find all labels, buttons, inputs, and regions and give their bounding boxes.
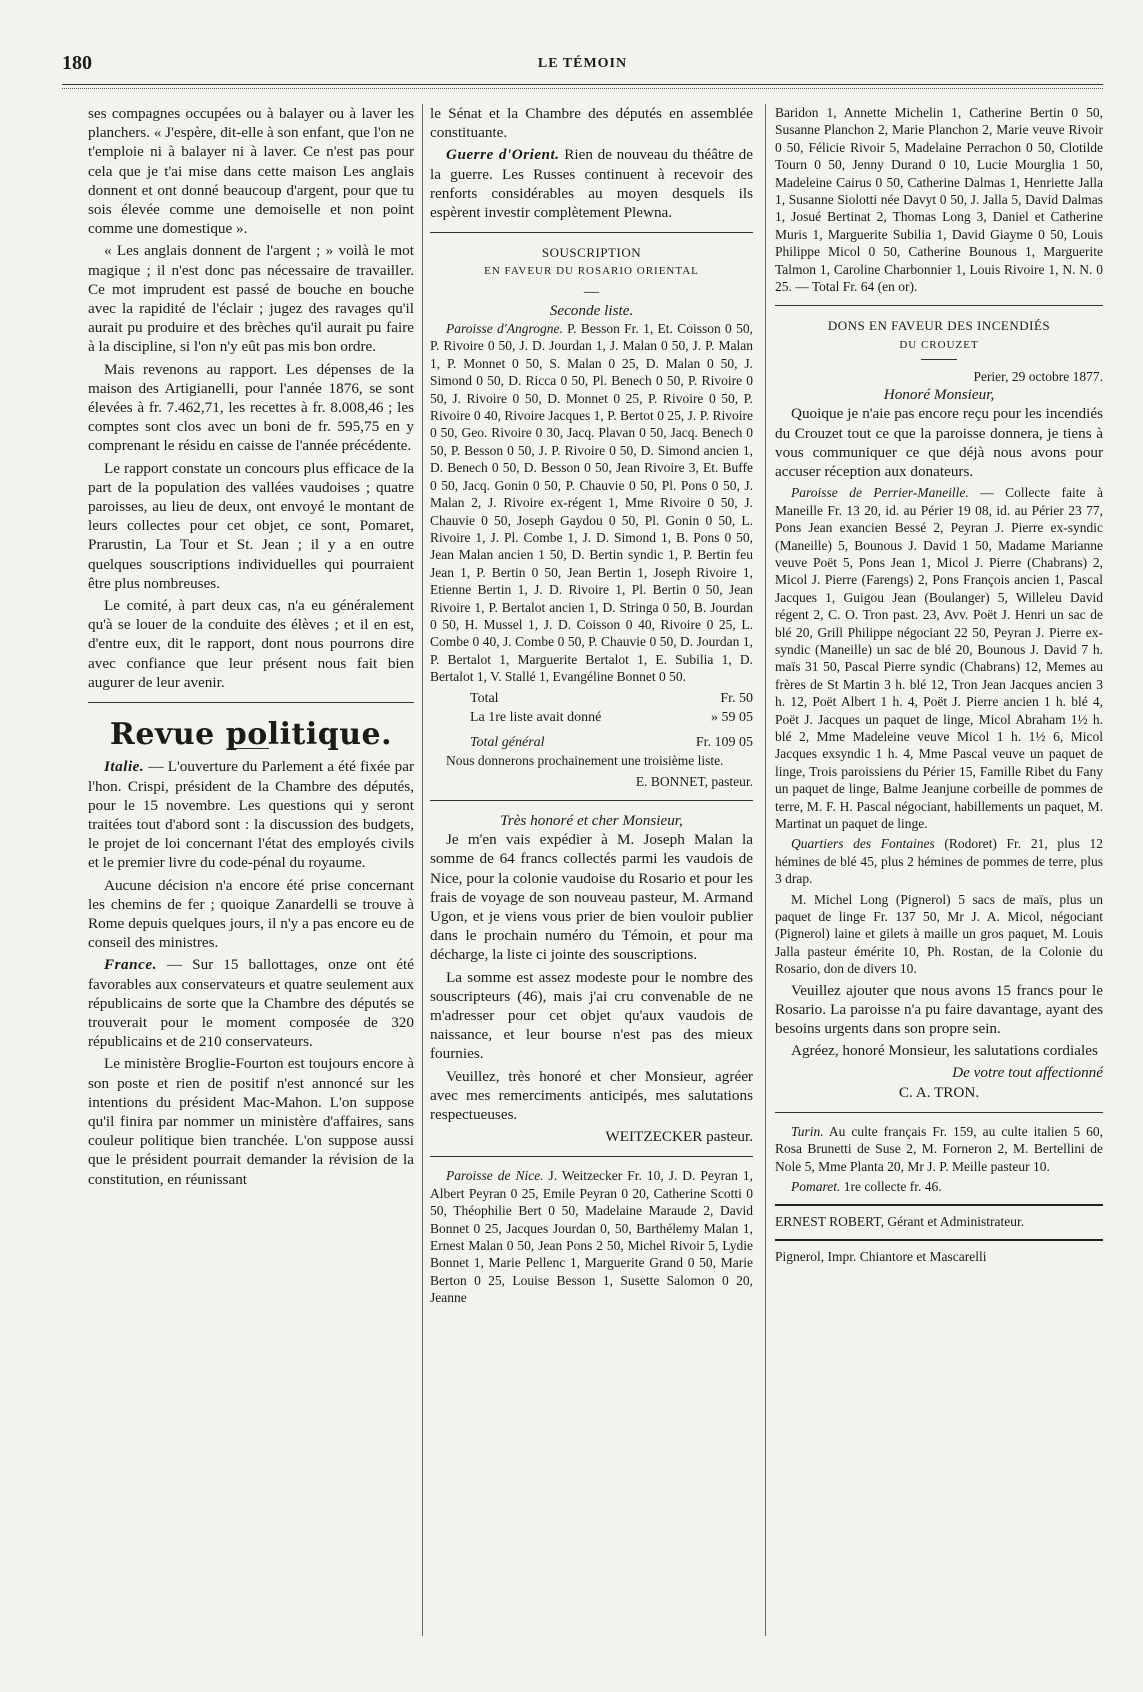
subscription-title: SOUSCRIPTION (541, 245, 642, 261)
paragraph-text: — Sur 15 ballottages, onze ont été favorables aux conservateurs et quatre seulement aux républicains de sorte que la Chambre des députés se trouverait pour le moment composée de 320 républicains et de 210 conservateurs. (88, 956, 414, 1051)
donor-list-text: J. Weitzecker Fr. 10, J. D. Peyran 1, Albert Peyran 0 25, Emile Peyran 0 20, Catherine Scotti 0 50, Théophilie Bert 0 50, Madelaine Maraude 2, David Bonnet 0 25, Jacques Jourdan 0, 50, Barthélemy Malan 1, Ernest Malan 0 50, Jean Pons 2 50, Michel Rivoir 5, Lydie Bonnet 1, Marie Pellenc 1, Marguerite Grand 0 50, Marie Berton 0 25, Louise Besson 1, Susette Salomon 0 20, Jeanne (430, 1168, 753, 1306)
parish-label: Paroisse de Nice. (446, 1168, 544, 1184)
paragraph: Quoique je n'aie pas encore reçu pour les incendiés du Crouzet tout ce que la paroisse donnera, je tiens à vous communiquer ce que déjà nous avons pour accuser réception aux donateurs. (775, 405, 1103, 481)
section-heading-revue-politique: Revue politique. (109, 717, 393, 753)
paragraph: Le comité, à part deux cas, n'a eu généralement qu'à se louer de la conduite des élèves ; et il en est, d'entre eux, dit le rapport, dont nous pourrons dire avec confiance que leur présent nous fait bien augurer de leur avenir. (88, 597, 414, 691)
donor-list-pomaret (775, 1178, 1103, 1195)
donor-list-text: Au culte français Fr. 159, au culte italien 5 60, Rosa Brunetti de Suse 2, M. Forneron 2, M. Bertellini de Nole 5, Mme Planta 20, Mr J. P. Meille pasteur 10. (775, 1123, 1103, 1174)
lead-guerre-orient: Guerre d'Orient. (446, 146, 560, 164)
section-rule (430, 232, 753, 233)
parish-label: Pomaret. (791, 1179, 841, 1195)
paragraph: M. Michel Long (Pignerol) 5 sacs de maïs, plus un paquet de linge Fr. 137 50, Mr J. A. Micol, négociant (Pignerol) laine et gilets à maille un gros paquet, M. Louis Jalla pasteur émérite 10, Ph. Rostan, de la Colonie du Rosario, don de divers 10. (775, 891, 1103, 977)
paragraph: Nous donnerons prochainement une troisième liste. (446, 753, 724, 769)
paragraph-france (88, 955, 414, 1051)
column-1 (88, 104, 414, 1192)
first-list-label: La 1re liste avait donné (470, 709, 602, 725)
imprint-rule (775, 1204, 1103, 1206)
subscription-dash: — (583, 282, 600, 300)
donations-subtitle: DU CROUZET (899, 338, 979, 351)
manager-imprint: ERNEST ROBERT, Gérant et Administrateur. (775, 1213, 1025, 1229)
donor-list-text: (Rodoret) Fr. 21, plus 12 hémines de blé 45, plus 2 hémines de pommes de terre, plus 3 drap. (775, 836, 1103, 887)
donor-list-angrogne (430, 320, 753, 686)
running-title: LE TÉMOIN (537, 56, 628, 71)
paragraph: Agréez, honoré Monsieur, les salutations cordiales (791, 1042, 1098, 1060)
letter-closing: De votre tout affectionné (952, 1064, 1103, 1082)
letter-date: Perier, 29 octobre 1877. (973, 368, 1103, 384)
page-number: 180 (62, 52, 92, 74)
signature-tron: C. A. TRON. (898, 1083, 980, 1101)
signature-weitzecker: WEITZECKER pasteur. (605, 1128, 753, 1146)
donor-list-text: 1re collecte fr. 46. (840, 1179, 942, 1195)
second-list-label: Seconde liste. (549, 301, 634, 319)
paragraph-text: Rien de nouveau du théâtre de la guerre. Les Russes continuent à recevoir des renforts considérables au moyen desquels ils espèrent investir complètement Plewna. (430, 146, 753, 222)
donor-list-continued: Baridon 1, Annette Michelin 1, Catherine Bertin 0 50, Susanne Planchon 2, Marie Planchon 2, Marie veuve Rivoir 0 50, Félicie Rivoir 5, Madelaine Perrachon 0 50, Clotilde Tourn 0 50, Jenny Durand 0 10, Lucie Mourglia 1 50, Madeleine Cairus 0 50, Catherine Dalmas 1, Henriette Jalla 1, Susanne Siolotti née Davyt 0 50, J. Jalla 5, David Dalmas 1, Josué Bertinat 2, Thomas Long 3, Daniel et Catherine Muris 1, Marguerite Subilia 1, David Giayme 0 50, Louis Philippe Micol 0 50, Catherine Bounous 1, Marguerite Talmon 1, Caroline Charbonnier 1, Louis Rivoire 1, N. N. 0 25. — Total Fr. 64 (en or). (775, 105, 1103, 295)
grand-total-label: Total général (470, 734, 545, 750)
section-rule (430, 800, 753, 801)
imprint-rule (775, 1239, 1103, 1241)
paragraph: ses compagnes occupées ou à balayer ou à laver les planchers. « J'espère, dit-elle à son enfant, que l'on ne t'emploie ni à balayer ni à laver. Ce n'est pas pour cela que je t'ai mise dans cette maison Les anglais donnent et ont donné beaucoup d'argent, pour que tu sois élevée comme une demoiselle et non point comme une domestique ». (88, 105, 414, 238)
grand-total-value: Fr. 109 05 (695, 734, 753, 750)
printer-imprint: Pignerol, Impr. Chiantore et Mascarelli (775, 1248, 987, 1264)
signature-bonnet: E. BONNET, pasteur. (635, 773, 753, 789)
paragraph: La somme est assez modeste pour le nombre des souscripteurs (46), mais j'ai cru convenable de ne m'adresser pour cet objet qu'aux vaudois de naissance, et leur bourse n'est pas des mieux fournies. (430, 968, 753, 1063)
paragraph-italie (88, 757, 414, 872)
donor-list-fontaines (775, 835, 1103, 887)
paragraph: « Les anglais donnent de l'argent ; » voilà le mot magique ; il n'est donc pas nécessaire de travailler. Ce mot imprudent est passé de bouche en bouche avec la rapidité de l'éclair ; jugez des ravages qu'il aurait pu produire et des brèches qu'il aurait pu faire à la discipline, si l'on n'y eût pas mis bon ordre. (88, 242, 414, 356)
total-value: Fr. 50 (720, 690, 753, 706)
paragraph: Le rapport constate un concours plus efficace de la part de la population des vallées vaudoises ; quatre paroisses, au lieu de deux, ont envoyé le montant de leurs collectes pour cet objet, ce sont, Pomaret, Prarustin, La Tour et St. Jean ; il y a en outre quelques souscriptions individuelles qui pourraient être plus nombreuses. (88, 459, 414, 592)
paragraph-orient (430, 145, 753, 222)
short-rule (921, 359, 957, 360)
total-row (430, 689, 753, 708)
paragraph-text: — L'ouverture du Parlement a été fixée par l'hon. Crispi, président de la Chambre des députés, pour le 15 novembre. Les questions qui y seront traitées tout d'abord sont : la discussion des budgets, le projet de loi concernant l'état des employés civils et le premier livre du code-pénal du royaume. (88, 758, 414, 872)
parish-label: Quartiers des Fontaines (791, 836, 935, 852)
paragraph: Je m'en vais expédier à M. Joseph Malan la somme de 64 francs collectés parmi les vaudois de Nice, pour la colonie vaudoise du Rosario et pour les frais de voyage de son nouveau pasteur, M. Armand Ugon, et je viens vous prier de bien vouloir publier dans le prochain numéro du Témoin, et pour ma décharge, la liste ci jointe des souscriptions. (430, 831, 753, 964)
donor-list-nice (430, 1167, 753, 1306)
lead-france: France. (104, 956, 157, 974)
parish-label: Paroisse d'Angrogne. (446, 321, 563, 337)
donor-list-turin (775, 1123, 1103, 1175)
column-3 (775, 104, 1103, 1266)
donor-list-text: P. Besson Fr. 1, Et. Coisson 0 50, P. Rivoire 0 50, J. D. Jourdan 1, J. Malan 0 50, J. P. Malan 1, P. Monnet 0 50, S. Malan 0 25, D. Malan 0 50, J. Simond 0 50, D. Ricca 0 50, Pl. Benech 0 50, P. Rivoire 0 50, J. Rivoire 0 50, D. Monnet 0 25, P. Rivoire 0 50, P. Rivoire 0 40, Rivoire Jacques 1, P. Bertot 0 25, J. P. Rivoire 0 50, Geo. Rivoire 0 30, Jacq. Plavan 0 50, Jacq. Benech 0 50, P. Besson 0 50, J. P. Rivoire 0 50, D. Simond ancien 1, D. Benech 0 50, D. Besson 0 50, Jean Rivoire 3, Et. Buffe 0 50, Jacq. Gonin 0 50, P. Chauvie 0 50, Pl. Pons 0 50, J. Malan 2, J. Rivoire ex-régent 1, Mme Rivoire 0 50, J. Chauvie 0 50, Joseph Gaydou 0 50, Pl. Gonin 0 50, L. Rivoire 1, J. Pl. Combe 1, J. D. Simond 1, B. Pons 0 50, Jean Malan ancien 1 50, D. Bertin syndic 1, P. Bertin feu Jean 1, P. Bertin 0 50, Jean Bertin 1, Joseph Rivoire 1, Etienne Bertin 1, J. D. Rivoire 1, Pl. Bertin 0 50, Jean Rivoire 1, P. Bertalot ancien 1, D. Stringa 0 50, B. Jourdan 0 50, H. Mussel 1, J. D. Coisson 0 40, Rivoire 0 25, L. Combe 0 40, J. Combe 0 50, P. Chauvie 0 50, D. Jourdan 1, P. Bertalot 1, Marguerite Bertalot 1, E. Subilia 1, D. Bertalot 1, V. Stallé 1, Evangéline Bonnet 0 50. (430, 321, 753, 685)
paragraph: Mais revenons au rapport. Les dépenses de la maison des Artigianelli, pour l'année 1876, se sont élevées à fr. 7.462,71, les recettes à fr. 8.008,46 ; les comptes sont clos avec un boni de fr. 595,75 en y comprenant le résidu en caisse de l'année précédente. (88, 360, 414, 455)
city-label: Turin. (791, 1123, 824, 1139)
total-label: Total (470, 690, 499, 706)
donor-list-perrier (775, 484, 1103, 832)
letter-greeting: Très honoré et cher Monsieur, (500, 811, 683, 829)
paragraph: Aucune décision n'a encore été prise concernant les chemins de fer ; quoique Zanardelli se trouve à Rome depuis quelques jours, il n'y a pas encore eu de conseil des ministres. (88, 876, 414, 952)
section-rule (88, 702, 414, 703)
paragraph: le Sénat et la Chambre des députés en assemblée constituante. (430, 105, 753, 142)
paragraph: Veuillez ajouter que nous avons 15 francs pour le Rosario. La paroisse n'a pu faire davantage, ayant des besoins urgents dans son propre sein. (775, 981, 1103, 1038)
lead-italie: Italie. (104, 758, 145, 776)
page-header (62, 52, 1103, 78)
donations-title: DONS EN FAVEUR DES INCENDIÉS (827, 318, 1051, 334)
section-rule (775, 1112, 1103, 1113)
section-rule (430, 1156, 753, 1157)
first-list-value: » 59 05 (711, 709, 753, 725)
grand-total-row (430, 733, 753, 752)
parish-label: Paroisse de Perrier-Maneille. (791, 485, 969, 501)
donor-list-text: — Collecte faite à Maneille Fr. 13 20, id. au Périer 19 08, id. au Périer 23 77, Pons Jean exancien Bessé 2, Peyran J. Pierre ex-syndic (Maneille) 5, Bounous J. David 1 50, Madame Marianne veuve Poët 5, Pons Jean 1, Micol J. Pierre (Chabrans) 2, Micol J. Pierre (Farengs) 2, Pons François ancien 1, Pascal Jacques 1, Guigou Jean (Boulanger) 5, Willeleu David régent 2, C. O. Tron past. 23, Avv. Poët J. Henri un sac de blé 20, Grill Philippe négociant 22 50, Peyran J. Pierre ex-syndic (Maneille) un sac de blé 20, Bounous J. David 7 h. maïs 31 50, Pascal Pierre syndic (Chabrans) 12, Memes au frères de St Martin 3 h. blé 12, Tron Jean Jacques ancien 3 h. 12, Poët Albert 1 h. 4, Poët J. Pierre ancien 1 h. blé 4, Poët J. Jacques un paquet de linge, Micol Abraham 1½ h. blé 2, Mme Madeleine veuve Micol 1 h. 1½ 6, Micol Jacques exsyndic 1 h. 4, Mme Pascal veuve un paquet de linge, Trois paroissiens du Périer 15, Famille Ribet du Fany un paquet de linge, Balme Jeanjune corbeille de pommes de terre, M. F. H. Pascal négociant, habillements un paquet, M. Martinat un paquet de linge. (775, 485, 1103, 832)
column-divider (422, 104, 423, 1636)
section-rule (775, 305, 1103, 306)
paragraph: Veuillez, très honoré et cher Monsieur, agréer avec mes remerciments anticipés, mes salutations respectueuses. (430, 1067, 753, 1124)
header-rule (62, 84, 1103, 89)
paragraph: Le ministère Broglie-Fourton est toujours encore à son poste et rien de positif n'est annoncé sur les intentions du président Mac-Mahon. L'on suppose qu'il finira par nommer un ministère d'affaires, sans couleur politique bien tranchée. L'on suppose aussi que le président pourrait demander la révision de la constitution, en réunissant (88, 1055, 414, 1188)
letter-greeting: Honoré Monsieur, (883, 386, 995, 404)
first-list-row (430, 708, 753, 727)
column-divider (765, 104, 766, 1636)
column-2 (430, 104, 753, 1310)
subscription-subtitle: EN FAVEUR DU ROSARIO ORIENTAL (484, 265, 699, 278)
